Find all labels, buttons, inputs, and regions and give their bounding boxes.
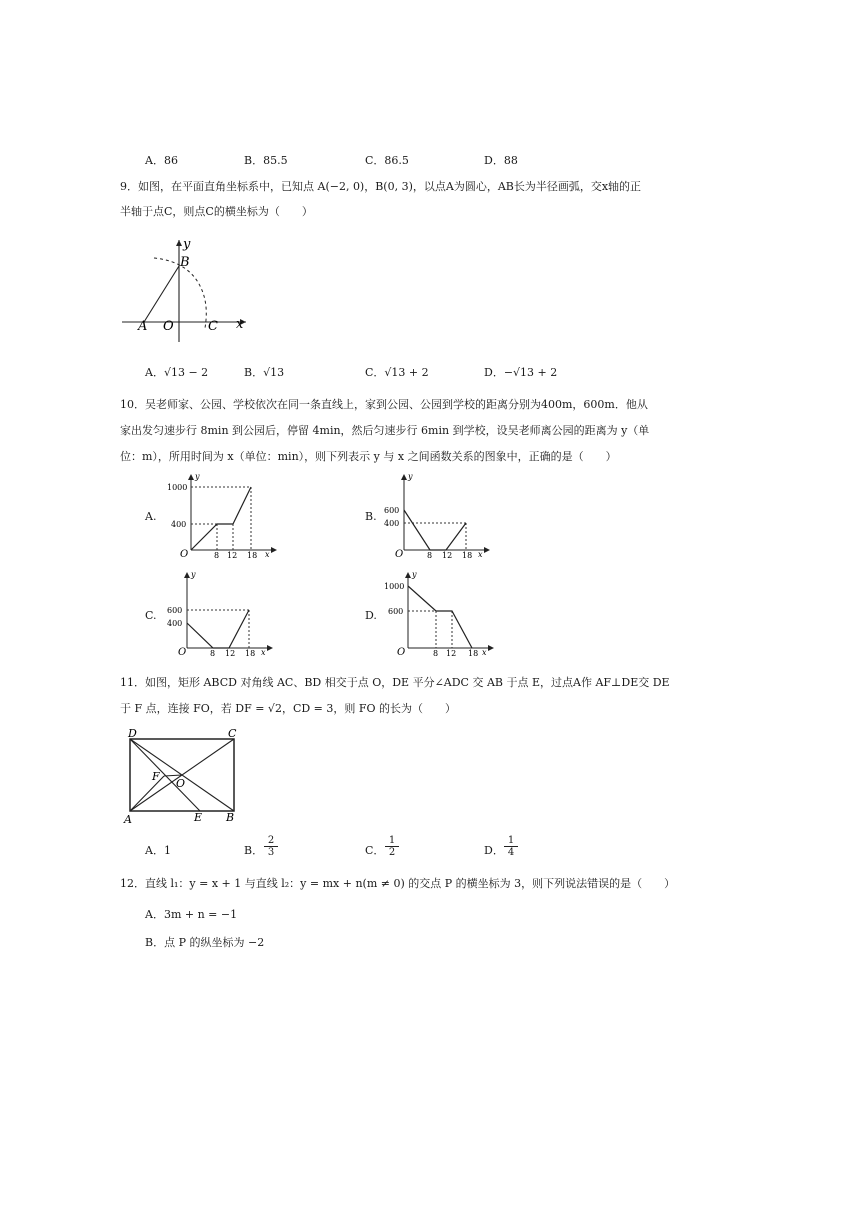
q11-option-d[interactable]: D． (484, 844, 504, 857)
q11-point-b: B (226, 811, 235, 824)
q10-d-ytick-1000: 1000 (384, 582, 405, 591)
q10-graph-b (382, 470, 497, 560)
q10-graph-d-label[interactable]: D. (365, 609, 377, 622)
q10-c-y-label: y (191, 570, 196, 579)
q10-graph-c (165, 568, 280, 660)
q11-point-o: O (176, 777, 186, 790)
q8-option-d[interactable]: D．88 (484, 154, 518, 167)
q11-option-b[interactable]: B． (244, 844, 264, 857)
q11-option-a[interactable]: A．1 (145, 844, 171, 857)
q10-d-origin: O (397, 647, 406, 658)
q10-c-ytick-400: 400 (167, 619, 183, 628)
q11-option-d-fraction: $\frac{1}{4}$ (504, 835, 518, 858)
q9-y-label: y (183, 237, 191, 252)
q10-graph-d (382, 568, 497, 660)
q11-point-c: C (228, 727, 237, 740)
q9-origin: O (163, 319, 174, 334)
q10-stem-line3: 位：m），所用时间为 x（单位：min），则下列表示 y 与 x 之间函数关系的图象中，正确的是（ ） (120, 450, 617, 463)
q10-graph-a-label[interactable]: A. (145, 510, 157, 523)
q9-point-c: C (208, 319, 218, 334)
q10-graph-a (165, 470, 280, 560)
q11-point-f: F (152, 770, 160, 783)
q9-point-a: A (138, 319, 148, 334)
q10-a-xtick-12: 12 (227, 551, 238, 560)
q10-a-x-label: x (265, 550, 270, 559)
q10-a-xtick-8: 8 (214, 551, 220, 560)
q9-option-b[interactable]: B．√13 (244, 366, 285, 379)
q11-point-e: E (194, 811, 203, 824)
q10-b-xtick-12: 12 (442, 551, 453, 560)
q10-graph-c-label[interactable]: C. (145, 609, 157, 622)
q11-option-c-fraction: $\frac{1}{2}$ (385, 835, 399, 858)
q9-option-c[interactable]: C．√13 + 2 (365, 366, 429, 379)
q10-a-ytick-400: 400 (171, 520, 187, 529)
q9-option-d[interactable]: D．−√13 + 2 (484, 366, 558, 379)
q12-option-a[interactable]: A．3m + n = −1 (145, 908, 238, 921)
q10-graph-b-label[interactable]: B. (365, 510, 377, 523)
q9-point-b: B (180, 255, 190, 270)
q8-option-a[interactable]: A．86 (145, 154, 178, 167)
q8-option-c[interactable]: C．86.5 (365, 154, 409, 167)
q12-option-b[interactable]: B．点 P 的纵坐标为 −2 (145, 936, 265, 949)
q10-d-y-label: y (412, 570, 417, 579)
q10-c-origin: O (178, 647, 187, 658)
q9-figure (118, 236, 253, 346)
q9-stem-line2: 半轴于点C，则点C的横坐标为（ ） (120, 205, 313, 218)
q10-a-origin: O (180, 549, 189, 560)
q10-b-ytick-600: 600 (384, 506, 400, 515)
q10-stem-line1: 10．吴老师家、公园、学校依次在同一条直线上，家到公园、公园到学校的距离分别为400m，600m．他从 (120, 398, 648, 411)
q10-d-ytick-600: 600 (388, 607, 404, 616)
q9-stem-line1: 9．如图，在平面直角坐标系中，已知点 A(−2, 0)，B(0, 3)，以点A为圆心，AB长为半径画弧，交x轴的正 (120, 180, 642, 193)
q11-option-b-fraction: $\frac{2}{3}$ (264, 835, 278, 858)
q11-point-a: A (124, 813, 132, 825)
q8-option-b[interactable]: B．85.5 (244, 154, 288, 167)
q9-option-a[interactable]: A．√13 − 2 (145, 366, 209, 379)
q10-b-ytick-400: 400 (384, 519, 400, 528)
q10-stem-line2: 家出发匀速步行 8min 到公园后，停留 4min，然后匀速步行 6min 到学校，设吴老师离公园的距离为 y（单 (120, 424, 650, 437)
q10-c-xtick-8: 8 (210, 649, 216, 658)
q10-a-y-label: y (195, 472, 200, 481)
q10-d-xtick-18: 18 (468, 649, 479, 658)
q10-a-xtick-18: 18 (247, 551, 258, 560)
q10-a-ytick-1000: 1000 (167, 483, 188, 492)
q11-option-c[interactable]: C． (365, 844, 385, 857)
q10-d-xtick-8: 8 (433, 649, 439, 658)
q10-d-xtick-12: 12 (446, 649, 457, 658)
q11-stem-line2: 于 F 点，连接 FO，若 DF = √2，CD = 3，则 FO 的长为（ ） (120, 702, 457, 715)
q10-b-xtick-18: 18 (462, 551, 473, 560)
q10-d-x-label: x (482, 648, 487, 657)
q11-stem-line1: 11．如图，矩形 ABCD 对角线 AC、BD 相交于点 O，DE 平分∠ADC 交 AB 于点 E，过点A作 AF⊥DE交 DE (120, 676, 670, 689)
q10-c-xtick-18: 18 (245, 649, 256, 658)
q11-figure (120, 725, 250, 825)
q9-x-label: x (236, 317, 244, 332)
q10-b-x-label: x (478, 550, 483, 559)
q12-stem: 12．直线 l₁：y = x + 1 与直线 l₂：y = mx + n(m ≠ 0) 的交点 P 的横坐标为 3，则下列说法错误的是（ ） (120, 877, 676, 890)
q10-c-ytick-600: 600 (167, 606, 183, 615)
q10-c-x-label: x (261, 648, 266, 657)
q11-point-d: D (128, 727, 137, 740)
q10-b-xtick-8: 8 (427, 551, 433, 560)
q10-b-y-label: y (408, 472, 413, 481)
q10-c-xtick-12: 12 (225, 649, 236, 658)
q10-b-origin: O (395, 549, 404, 560)
